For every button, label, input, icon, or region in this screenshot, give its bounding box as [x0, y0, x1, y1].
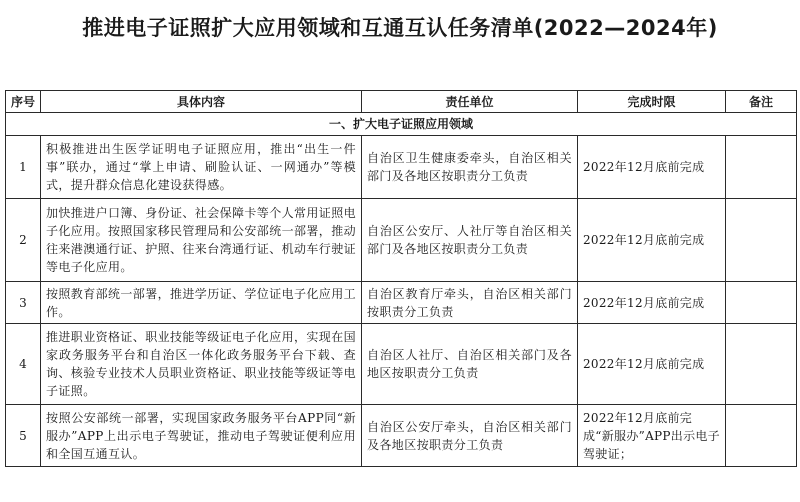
row-deadline: 2022年12月底前完成“新服办”APP出示电子驾驶证； — [578, 405, 726, 467]
row-content: 积极推进出生医学证明电子证照应用，推出“出生一件事”联办，通过“掌上申请、刷脸认证、一网通办”等模式，提升群众信息化建设获得感。 — [41, 136, 362, 199]
row-content: 加快推进户口簿、身份证、社会保障卡等个人常用证照电子化应用。按照国家移民管理局和公安部统一部署，推动往来港澳通行证、护照、往来台湾通行证、机动车行驶证等电子化应用。 — [41, 199, 362, 282]
row-no: 2 — [6, 199, 41, 282]
section-row — [6, 113, 797, 136]
row-remark — [726, 405, 797, 467]
row-unit: 自治区卫生健康委牵头，自治区相关部门及各地区按职责分工负责 — [362, 136, 578, 199]
row-unit: 自治区公安厅、人社厅等自治区相关部门及各地区按职责分工负责 — [362, 199, 578, 282]
row-remark — [726, 282, 797, 324]
row-remark — [726, 324, 797, 405]
row-no: 3 — [6, 282, 41, 324]
table-header-row — [6, 91, 797, 113]
row-content: 按照教育部统一部署，推进学历证、学位证电子化应用工作。 — [41, 282, 362, 324]
row-content: 按照公安部统一部署，实现国家政务服务平台APP同“新服办”APP上出示电子驾驶证，推动电子驾驶证便利应用和全国互通互认。 — [41, 405, 362, 467]
row-unit: 自治区教育厅牵头，自治区相关部门按职责分工负责 — [362, 282, 578, 324]
row-deadline: 2022年12月底前完成 — [578, 324, 726, 405]
header-deadline: 完成时限 — [578, 91, 726, 113]
table-row — [6, 324, 797, 405]
table-row — [6, 199, 797, 282]
row-no: 4 — [6, 324, 41, 405]
row-deadline: 2022年12月底前完成 — [578, 136, 726, 199]
row-unit: 自治区公安厅牵头，自治区相关部门及各地区按职责分工负责 — [362, 405, 578, 467]
header-remark: 备注 — [726, 91, 797, 113]
row-content: 推进职业资格证、职业技能等级证电子化应用，实现在国家政务服务平台和自治区一体化政务服务平台下载、查询、核验专业技术人员职业资格证、职业技能等级证等电子证照。 — [41, 324, 362, 405]
header-no: 序号 — [6, 91, 41, 113]
section-title: 一、扩大电子证照应用领域 — [6, 113, 797, 136]
table-row — [6, 136, 797, 199]
table-row — [6, 405, 797, 467]
row-unit: 自治区人社厅、自治区相关部门及各地区按职责分工负责 — [362, 324, 578, 405]
row-remark — [726, 136, 797, 199]
row-no: 1 — [6, 136, 41, 199]
row-deadline: 2022年12月底前完成 — [578, 282, 726, 324]
row-no: 5 — [6, 405, 41, 467]
task-list-table — [5, 90, 797, 467]
row-deadline: 2022年12月底前完成 — [578, 199, 726, 282]
header-unit: 责任单位 — [362, 91, 578, 113]
row-remark — [726, 199, 797, 282]
document-title: 推进电子证照扩大应用领域和互通互认任务清单(2022—2024年) — [82, 16, 718, 40]
table-row — [6, 282, 797, 324]
header-content: 具体内容 — [41, 91, 362, 113]
